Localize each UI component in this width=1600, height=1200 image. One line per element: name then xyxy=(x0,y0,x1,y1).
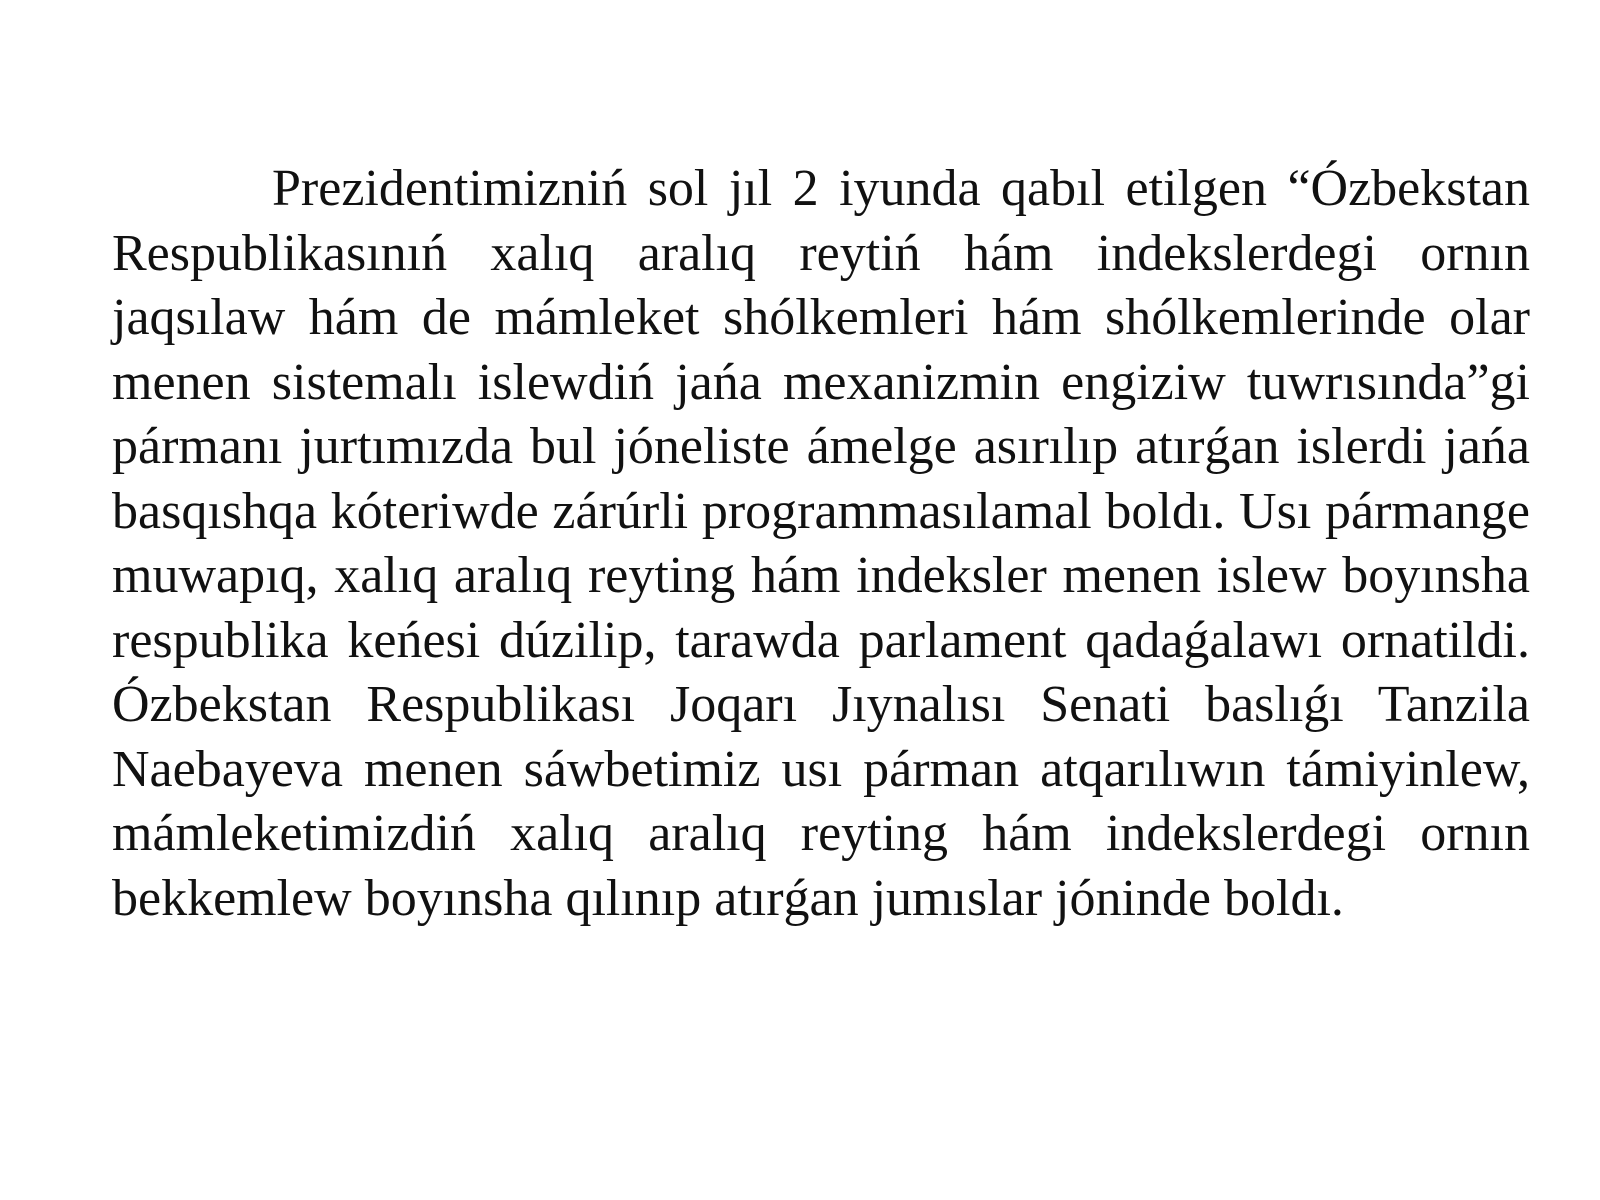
body-paragraph: Prezidentimizniń sol jıl 2 iyunda qabıl etilgen “Ózbekstan Respublikasınıń xalıq aralıq reytiń hám indekslerdegi ornın jaqsılaw hám de mámleket shólkemleri hám shólkemlerinde olar menen sistemalı islewdiń jańa mexanizmin engiziw tuwrısında”gi pármanı jurtımızda bul jóneliste ámelge asırılıp atırǵan islerdi jańa basqıshqa kóteriwde zárúrli programmasılamal boldı. Usı pármange muwapıq, xalıq aralıq reyting hám indeksler menen islew boyınsha respublika keńesi dúzilip, tarawda parlament qadaǵalawı ornatildi. Ózbekstan Respublikası Joqarı Jıynalısı Senati baslıǵı Tanzila Naebayeva menen sáwbetimiz usı párman atqarılıwın támiyinlew, mámleketimizdiń xalıq aralıq reyting hám indekslerdegi ornın bekkemlew boyınsha qılınıp atırǵan jumıslar jóninde boldı. xyxy=(112,160,1530,927)
